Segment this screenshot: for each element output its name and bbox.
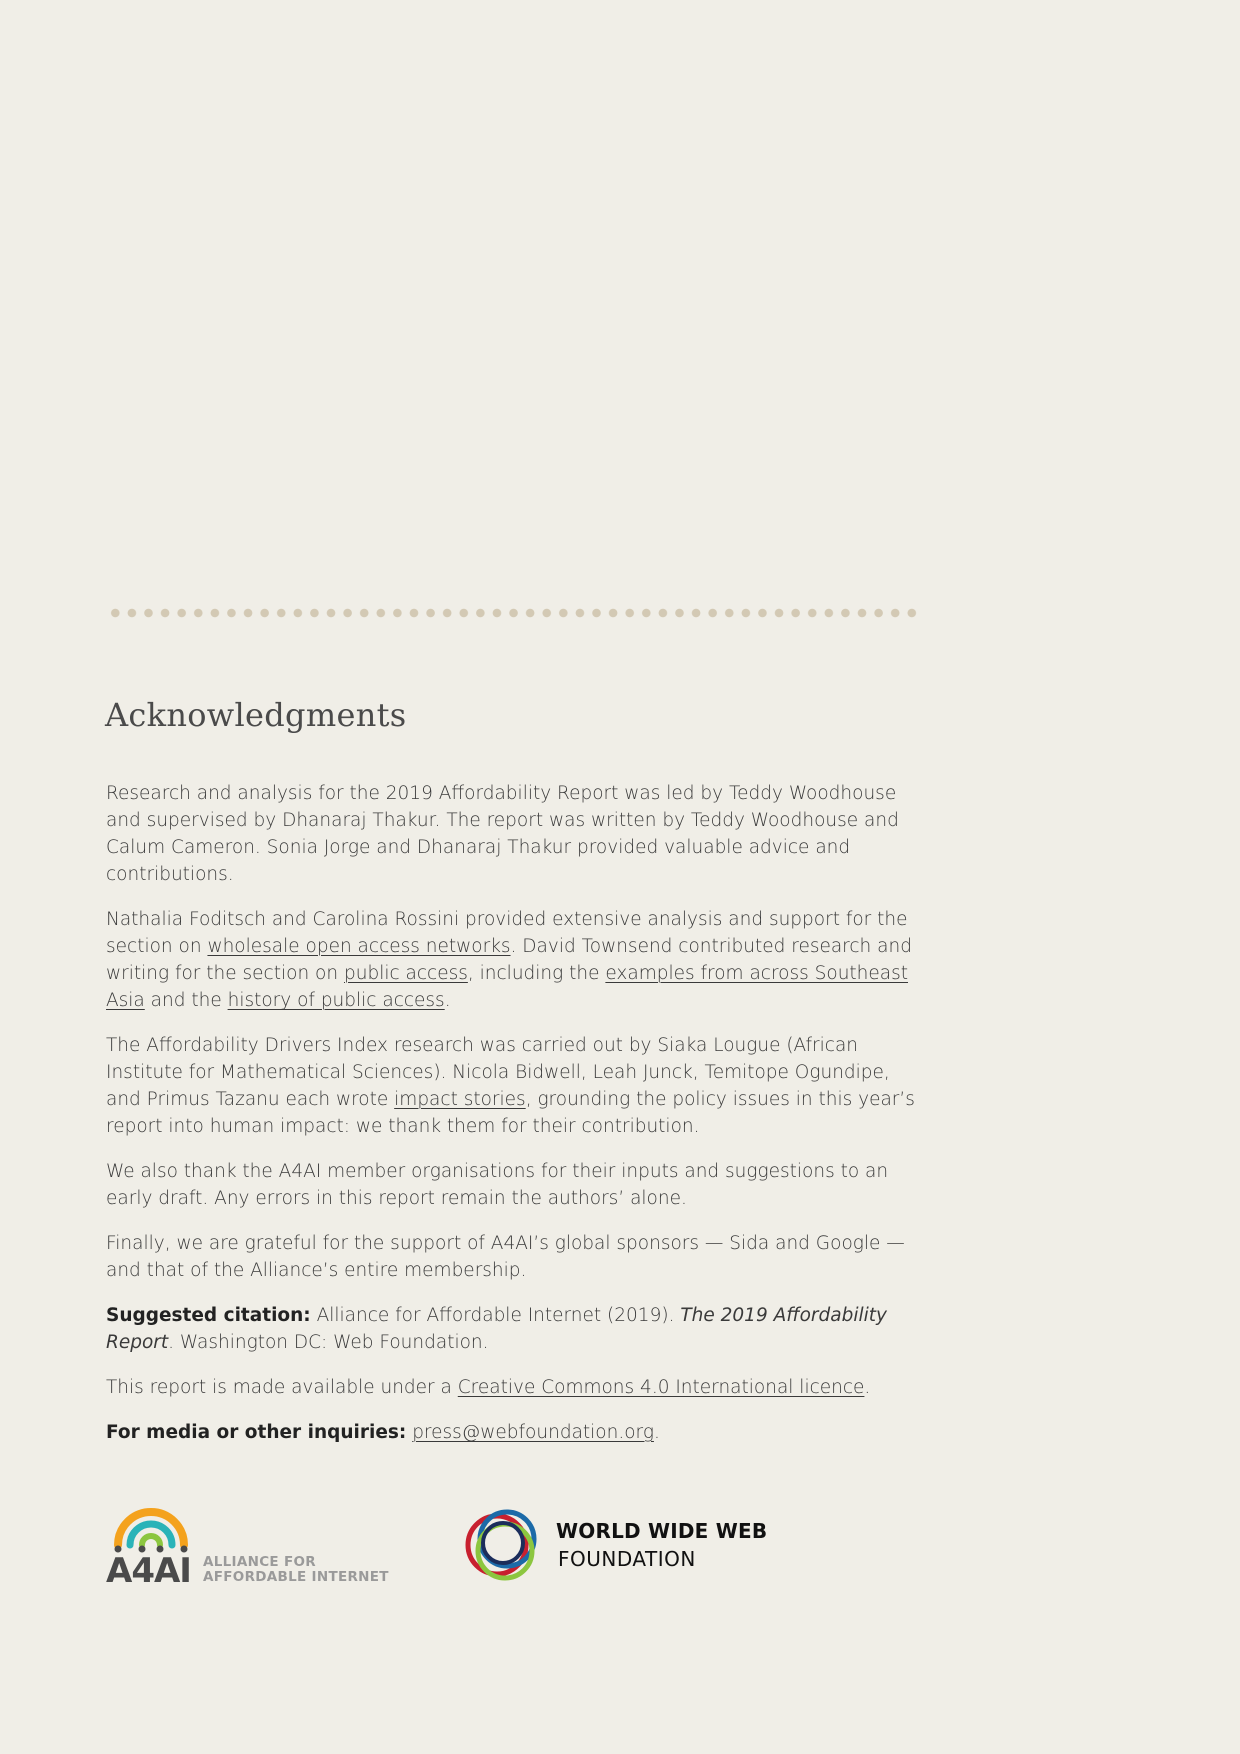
a4ai-tagline-line1: ALLIANCE FOR (203, 1554, 316, 1570)
text-span: Alliance for Affordable Internet (2019). (310, 1305, 681, 1326)
text-span: . David Townsend contributed research and writing for the section on (106, 936, 912, 984)
acknowledgments-body (106, 780, 921, 1464)
paragraph-research-credits: Research and analysis for the 2019 Affordability Report was led by Teddy Woodhouse and supervised by Dhanaraj Thakur. The report was written by Teddy Woodhouse and Calum Cameron. Sonia Jorge and Dhanaraj Thakur provided valuable advice and contributions. (106, 783, 899, 885)
licence-notice (106, 1374, 921, 1401)
paragraph-index-credits (106, 1032, 921, 1140)
citation-report-title: The 2019 Affordability Report (106, 1305, 887, 1353)
www-name-line2: FOUNDATION (558, 1547, 696, 1571)
paragraph-member-thanks: We also thank the A4AI member organisations for their inputs and suggestions to an early draft. Any errors in this report remain the authors’ alone. (106, 1161, 889, 1209)
text-span: , including the (467, 963, 606, 984)
link-history-public-access[interactable]: history of public access (227, 990, 445, 1011)
www-foundation-logo (463, 1505, 783, 1587)
link-creative-commons-licence[interactable]: Creative Commons 4.0 International licence (457, 1377, 865, 1398)
www-name-line1: WORLD WIDE WEB (556, 1519, 768, 1543)
text-span: and the (144, 990, 228, 1011)
text-span: . (444, 990, 451, 1011)
citation-label: Suggested citation: (106, 1305, 311, 1326)
page-title: Acknowledgments (105, 696, 407, 734)
text-span: , grounding the policy issues in this year’s report into human impact: we thank them for their contribution. (106, 1089, 915, 1137)
a4ai-wordmark: A4AI (106, 1551, 191, 1591)
a4ai-tagline (203, 1555, 389, 1585)
text-span: The Affordability Drivers Index research was carried out by Siaka Lougue (African Institute for Mathematical Sciences). Nicola Bidwell, Leah Junck, Temitope Ogundipe, and Primus Tazanu each wrote (106, 1035, 890, 1110)
media-label: For media or other inquiries: (106, 1422, 407, 1443)
text-span: Nathalia Foditsch and Carolina Rossini provided extensive analysis and support for the section on (106, 909, 908, 957)
text-span: . Washington DC: Web Foundation. (168, 1332, 489, 1353)
link-southeast-asia-examples[interactable]: examples from across Southeast Asia (106, 963, 909, 1011)
link-impact-stories[interactable]: impact stories (394, 1089, 526, 1110)
suggested-citation (106, 1302, 921, 1356)
paragraph-section-credits (106, 906, 921, 1014)
a4ai-tagline-line2: AFFORDABLE INTERNET (203, 1569, 389, 1585)
a4ai-arches-icon (106, 1505, 196, 1553)
text-span: This report is made available under a (106, 1377, 458, 1398)
text-span: . (653, 1422, 660, 1443)
link-press-email[interactable]: press@webfoundation.org (412, 1422, 654, 1443)
a4ai-logo (106, 1505, 396, 1591)
link-wholesale-open-access[interactable]: wholesale open access networks (207, 936, 511, 957)
dotted-divider (107, 608, 917, 618)
link-public-access[interactable]: public access (343, 963, 468, 984)
media-inquiries (106, 1419, 921, 1446)
www-rings-icon (463, 1505, 545, 1587)
text-span: . (864, 1377, 871, 1398)
paragraph-sponsor-thanks: Finally, we are grateful for the support of A4AI’s global sponsors — Sida and Google — and that of the Alliance’s entire membership. (106, 1233, 905, 1281)
